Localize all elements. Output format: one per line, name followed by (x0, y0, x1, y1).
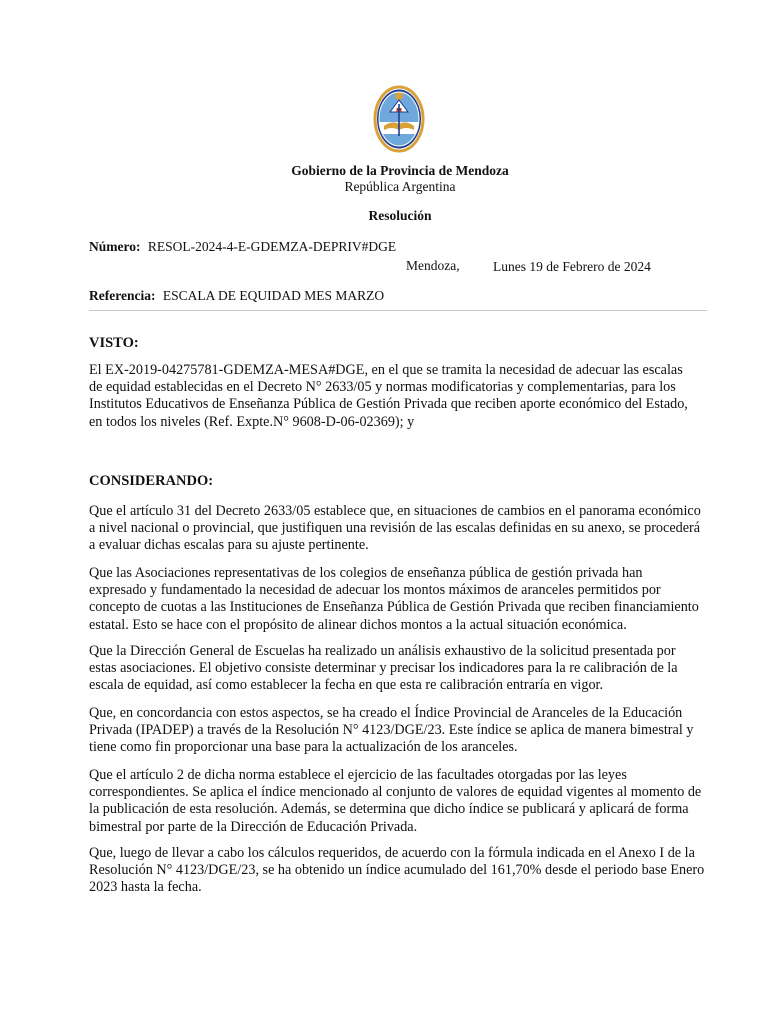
numero-label: Número: (89, 239, 141, 254)
government-name: Gobierno de la Provincia de Mendoza (291, 163, 509, 178)
paragraph-line: estas asociaciones. El objetivo consiste determinar y precisar los indicadores para la re calibración de la (89, 660, 678, 677)
paragraph-line: estatal. Esto se hace con el propósito de alinear dichos montos a la actual situación económica. (89, 616, 627, 633)
visto-line: El EX-2019-04275781-GDEMZA-MESA#DGE, en el que se tramita la necesidad de adecuar las escalas (89, 362, 683, 378)
paragraph-line: expresado y fundamentado la necesidad de adecuar los montos máximos de aranceles permitidos por (89, 582, 661, 599)
referencia-line (89, 288, 384, 304)
considerando-paragraph-3 (89, 643, 749, 695)
country-name: República Argentina (344, 179, 456, 194)
paragraph-line: Que la Dirección General de Escuelas ha realizado un análisis exhaustivo de la solicitud presentada por (89, 643, 676, 659)
visto-paragraph (89, 362, 749, 431)
coat-of-arms-icon (370, 82, 428, 154)
paragraph-line: Que, en concordancia con estos aspectos, se ha creado el Índice Provincial de Aranceles de la Educación (89, 705, 683, 721)
considerando-paragraph-5 (89, 767, 749, 836)
considerando-paragraph-6 (89, 845, 749, 897)
paragraph-line: 2023 hasta la fecha. (89, 879, 202, 896)
referencia-label: Referencia: (89, 288, 156, 303)
considerando-paragraph-1 (89, 503, 749, 555)
considerando-heading: CONSIDERANDO: (89, 473, 214, 489)
paragraph-line: la publicación de esta resolución. Además, se determina que dicho índice se publicará y aplicará de forma (89, 801, 689, 818)
referencia-value: ESCALA DE EQUIDAD MES MARZO (162, 288, 385, 303)
visto-line: Institutos Educativos de Enseñanza Pública de Gestión Privada que reciben aporte económico del Estado, (89, 396, 688, 413)
paragraph-line: correspondientes. Se aplica el índice mencionado al conjunto de valores de equidad vigentes al momento de (89, 784, 702, 801)
visto-heading: VISTO: (89, 335, 139, 351)
paragraph-line: Que, luego de llevar a cabo los cálculos requeridos, de acuerdo con la fórmula indicada en el Anexo I de la (89, 845, 695, 861)
city-label: Mendoza, (406, 258, 460, 273)
considerando-paragraph-2 (89, 565, 749, 634)
header-divider (89, 310, 707, 311)
considerando-paragraph-4 (89, 705, 749, 757)
paragraph-line: escala de equidad, así como establecer la fecha en que esta re calibración entraría en vigor. (89, 677, 604, 694)
paragraph-line: Que el artículo 2 de dicha norma establece el ejercicio de las facultades otorgadas por las leyes (89, 767, 627, 783)
paragraph-line: bimestral por parte de la Dirección de Educación Privada. (89, 818, 418, 835)
paragraph-line: Que las Asociaciones representativas de los colegios de enseñanza pública de gestión privada han (89, 565, 643, 581)
numero-line (89, 239, 396, 255)
paragraph-line: tiene como fin proporcionar una base para la actualización de los aranceles. (89, 739, 518, 756)
document-type: Resolución (368, 208, 432, 223)
visto-line: de equidad establecidas en el Decreto N° 2633/05 y normas modificatorias y complementarias, para los (89, 379, 676, 396)
paragraph-line: Que el artículo 31 del Decreto 2633/05 establece que, en situaciones de cambios en el panorama económico (89, 503, 701, 519)
paragraph-line: Privada (IPADEP) a través de la Resolución N° 4123/DGE/23. Este índice se aplica de manera bimestral y (89, 722, 694, 739)
paragraph-line: concepto de cuotas a las Instituciones de Enseñanza Pública de Gestión Privada que reciben financiamiento (89, 599, 699, 616)
paragraph-line: Resolución N° 4123/DGE/23, se ha obtenido un índice acumulado del 161,70% desde el periodo base Enero (89, 862, 705, 879)
paragraph-line: a nivel nacional o provincial, que justifiquen una revisión de las escalas definidas en su anexo, se procederá (89, 520, 701, 537)
paragraph-line: a evaluar dichas escalas para su ajuste pertinente. (89, 537, 369, 554)
visto-line: en todos los niveles (Ref. Expte.N° 9608-D-06-02369); y (89, 413, 415, 430)
date-value: Lunes 19 de Febrero de 2024 (493, 259, 651, 274)
numero-value: RESOL-2024-4-E-GDEMZA-DEPRIV#DGE (147, 239, 397, 254)
